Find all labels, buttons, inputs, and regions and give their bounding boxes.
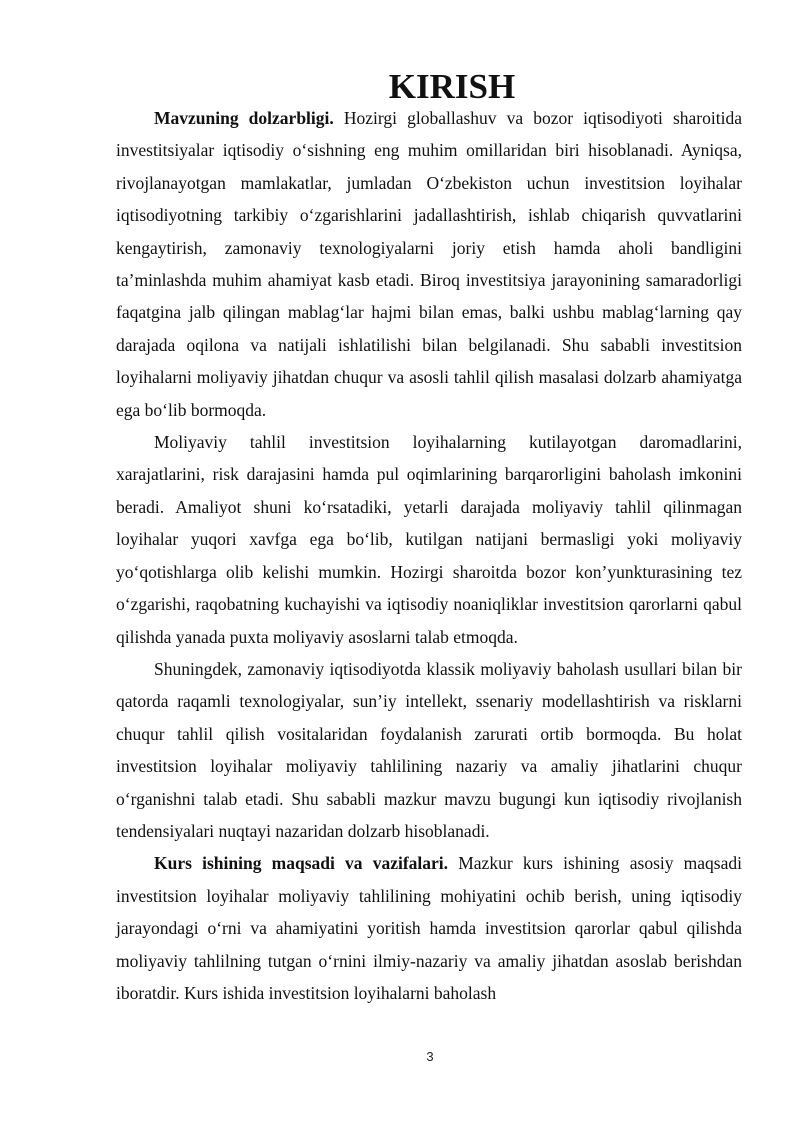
paragraph-goals — [116, 847, 742, 1009]
paragraph-lead-goals: Kurs ishining maqsadi va vazifalari. — [154, 853, 449, 874]
paragraph-text: Shuningdek, zamonaviy iqtisodiyotda klassik moliyaviy baholash usullari bilan bir qatorda raqamli texnologiyalar, sun’iy intellekt, ssenariy modellashtirish va risklarni chuqur tahlil qilish vositalaridan foydalanish zarurati ortib bormoqda. Bu holat investitsion loyihalar moliyaviy tahlilining nazariy va amaliy jihatlarini chuqur o‘rganishni talab etadi. Shu sababli mazkur mavzu bugungi kun iqtisodiy rivojlanish tendensiyalari nuqtayi nazaridan dolzarb hisoblanadi. — [116, 658, 742, 841]
section-heading: KIRISH — [388, 67, 516, 106]
paragraph-relevance — [116, 102, 742, 426]
paragraph-financial-analysis — [116, 426, 742, 653]
paragraph-text: Moliyaviy tahlil investitsion loyihalarning kutilayotgan daromadlarini, xarajatlarini, risk darajasini hamda pul oqimlarining barqarorligini baholash imkonini beradi. Amaliyot shuni ko‘rsatadiki, yetarli darajada moliyaviy tahlil qilinmagan loyihalar yuqori xavfga ega bo‘lib, kutilgan natijani bermasligi yoki moliyaviy yo‘qotishlarga olib kelishi mumkin. Hozirgi sharoitda bozor kon’yunkturasining tez o‘zgarishi, raqobatning kuchayishi va iqtisodiy noaniqliklar investitsion qarorlarni qabul qilishda yanada puxta moliyaviy asoslarni talab etmoqda. — [116, 432, 742, 647]
page-number: 3 — [426, 1049, 434, 1064]
paragraph-text: Mazkur kurs ishining asosiy maqsadi investitsion loyihalar moliyaviy tahlilining mohiyatini ochib berish, uning iqtisodiy jarayondagi o‘rni va ahamiyatini yoritish hamda investitsion qarorlar qabul qilishda moliyaviy tahlilning tutgan o‘rnini ilmiy-nazariy va amaliy jihatdan asoslab berishdan iboratdir. Kurs ishida investitsion loyihalarni baholash — [116, 853, 742, 1003]
paragraph-text: Hozirgi globallashuv va bozor iqtisodiyoti sharoitida investitsiyalar iqtisodiy o‘sishning eng muhim omillaridan biri hisoblanadi. Ayniqsa, rivojlanayotgan mamlakatlar, jumladan O‘zbekiston uchun investitsion loyihalar iqtisodiyotning tarkibiy o‘zgarishlarini jadallashtirish, ishlab chiqarish quvvatlarini kengaytirish, zamonaviy texnologiyalarni joriy etish hamda aholi bandligini ta’minlashda muhim ahamiyat kasb etadi. Biroq investitsiya jarayonining samaradorligi faqatgina jalb qilingan mablag‘lar hajmi bilan emas, balki ushbu mablag‘larning qay darajada oqilona va natijali ishlatilishi bilan belgilanadi. Shu sababli investitsion loyihalarni moliyaviy jihatdan chuqur va asosli tahlil qilish masalasi dolzarb ahamiyatga ega bo‘lib bormoqda. — [116, 108, 742, 420]
paragraph-lead-relevance: Mavzuning dolzarbligi. — [154, 108, 334, 128]
document-body — [116, 67, 742, 1009]
paragraph-modern-methods — [116, 653, 742, 847]
